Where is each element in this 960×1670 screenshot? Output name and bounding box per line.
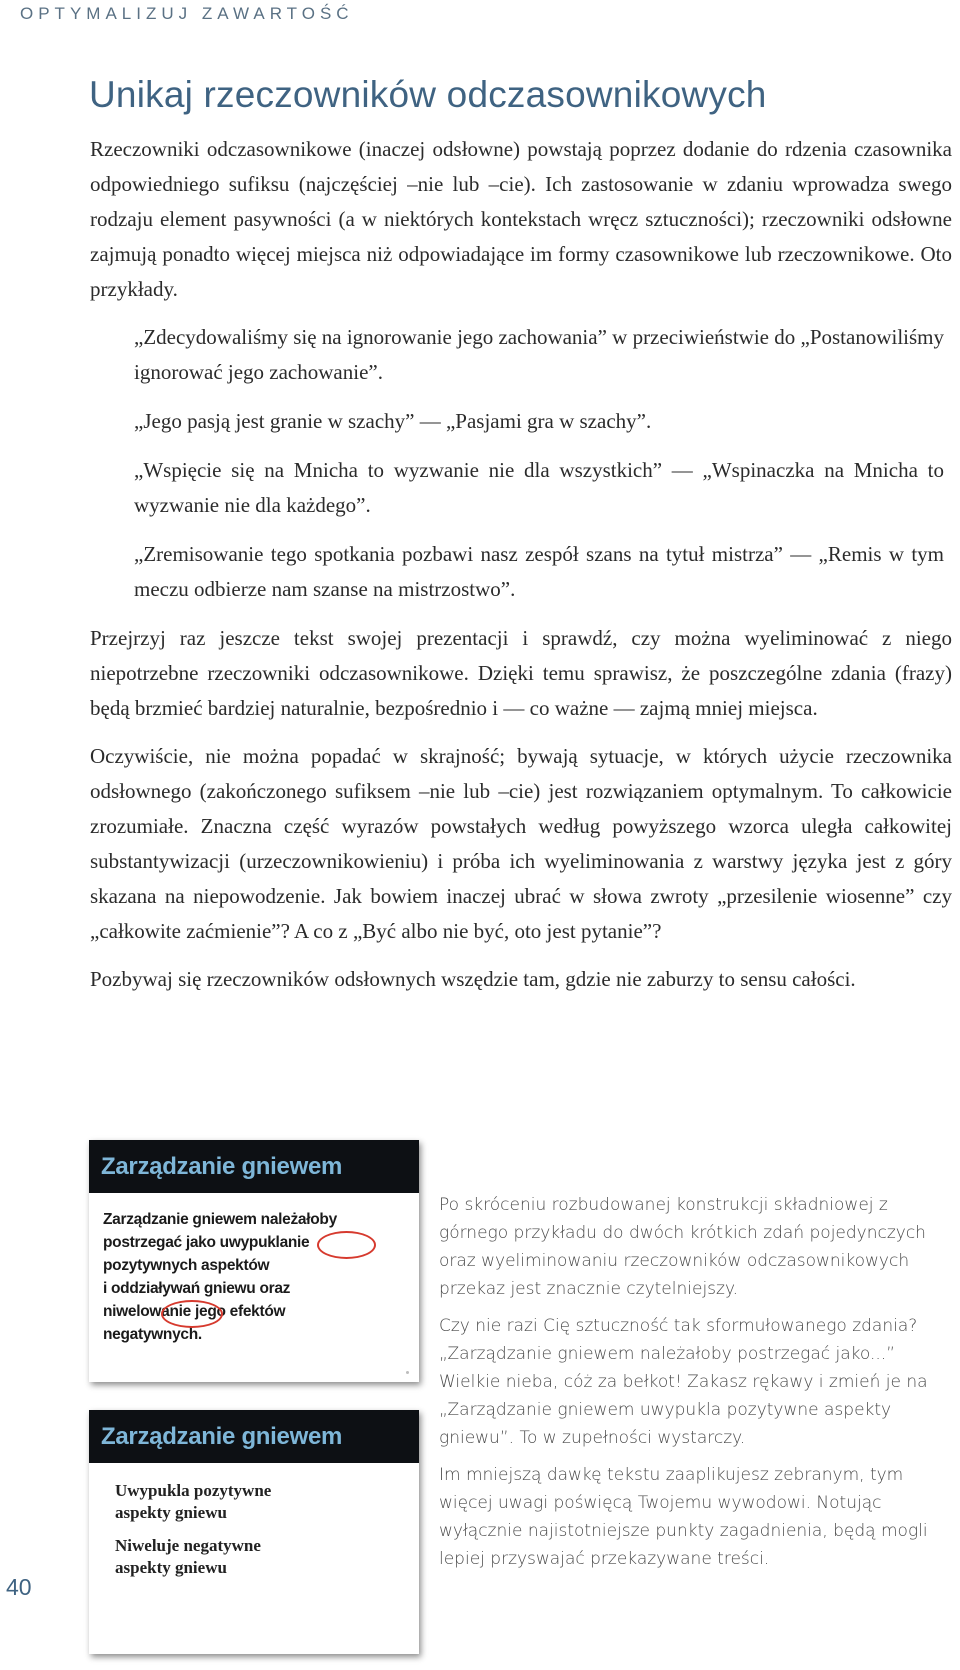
slide-after-bullet-line: Uwypukla pozytywne (115, 1481, 272, 1500)
sidebar-paragraph-2: Czy nie razi Cię sztuczność tak sformułowanego zdania? „Zarządzanie gniewem należałoby postrzegać jako...” Wielkie nieba, cóż za bełkot! Zakasz rękawy i zmień je na „Zarządzanie gniewem uwypukla pozytywne aspekty gniewu”. To w zupełności wystarczy. (439, 1316, 928, 1448)
body-paragraph-3: Pozbywaj się rzeczowników odsłownych wszędzie tam, gdzie nie zaburzy to sensu całości. (90, 967, 856, 991)
page-number: 40 (6, 1574, 32, 1600)
slide-before-line: i oddziaływań gniewu oraz (103, 1280, 291, 1297)
slide-after-title: Zarządzanie gniewem (89, 1410, 419, 1463)
slide-before-text (103, 1208, 413, 1346)
slide-before-line: negatywnych. (103, 1326, 202, 1343)
body-paragraph-1: Przejrzyj raz jeszcze tekst swojej prezentacji i sprawdź, czy można wyeliminować z niego niepotrzebne rzeczowniki odczasownikowe. Dzięki temu sprawisz, że poszczególne zdania (frazy) będą brzmieć bardziej naturalnie, bezpośrednio i — co ważne — zajmą mniej miejsca. (90, 626, 952, 720)
slide-before (89, 1140, 419, 1382)
example-3: „Wspięcie się na Mnicha to wyzwanie nie dla wszystkich” — „Wspinaczka na Mnicha to wyzwanie nie dla każdego”. (134, 458, 944, 517)
section-title: Unikaj rzeczowników odczasownikowych (89, 74, 767, 115)
slide-after (89, 1410, 419, 1654)
example-4: „Zremisowanie tego spotkania pozbawi nasz zespół szans na tytuł mistrza” — „Remis w tym meczu odbierze nam szanse na mistrzostwo”. (134, 542, 944, 601)
running-head: OPTYMALIZUJ ZAWARTOŚĆ (20, 4, 354, 23)
slide-before-line: niwelowanie jego efektów (103, 1303, 286, 1320)
example-1: „Zdecydowaliśmy się na ignorowanie jego zachowania” w przeciwieństwie do „Postanowiliśmy ignorować jego zachowanie”. (134, 325, 945, 384)
slide-examples (89, 1140, 419, 1654)
slide-before-line: postrzegać jako uwypuklanie (103, 1234, 310, 1251)
slide-before-line: pozytywnych aspektów (103, 1257, 270, 1274)
highlight-circle-uwypuklanie (317, 1231, 376, 1259)
sidebar-commentary (439, 1191, 939, 1582)
slide-after-bullet-line: aspekty gniewu (115, 1558, 227, 1577)
slide-after-bullet-line: Niweluje negatywne (115, 1536, 261, 1555)
slide-after-bullet (115, 1535, 271, 1579)
slide-before-title: Zarządzanie gniewem (89, 1140, 419, 1193)
body-paragraph-2: Oczywiście, nie można popadać w skrajność; bywają sytuacje, w których użycie rzeczownika odsłownego (zakończonego sufiksem –nie lub –cie) jest rozwiązaniem optymalnym. To całkowicie zrozumiałe. Znaczna część wyrazów powstałych według powyższego wzorca uległa całkowitej substantywizacji (urzeczownikowieniu) i próba ich wyeliminowania z warstwy języka jest z góry skazana na niepowodzenie. Jak bowiem inaczej ubrać w słowa zwroty „przesilenie wiosenne” czy „całkowite zaćmienie”? A co z „Być albo nie być, oto jest pytanie”? (90, 744, 952, 943)
slide-after-bullet-line: aspekty gniewu (115, 1503, 227, 1522)
slide-after-bullet (115, 1480, 271, 1524)
slide-after-bullets (115, 1480, 271, 1590)
intro-paragraph: Rzeczowniki odczasownikowe (inaczej odsłowne) powstają poprzez dodanie do rdzenia czasownika odpowiedniego sufiksu (najczęściej –nie lub –cie). Ich zastosowanie w zdaniu wprowadza swego rodzaju element pasywności (a w niektórych kontekstach wręcz sztuczności); rzeczowniki odsłowne zajmują ponadto więcej miejsca niż odpowiadające im formy czasownikowe lub rzeczownikowe. Oto przykłady. (90, 137, 952, 301)
sidebar-paragraph-1: Po skróceniu rozbudowanej konstrukcji składniowej z górnego przykładu do dwóch krótkich zdań pojedynczych oraz wyeliminowaniu rzeczowników odczasownikowych przekaz jest znacznie czytelniejszy. (439, 1195, 926, 1299)
sidebar-paragraph-3: Im mniejszą dawkę tekstu zaaplikujesz zebranym, tym więcej uwagi poświęcą Twojemu wywodowi. Notując wyłącznie najistotniejsze punkty zagadnienia, będą mogli lepiej przyswajać przekazywane treści. (439, 1465, 928, 1569)
slide-dot (406, 1371, 409, 1374)
example-2: „Jego pasją jest granie w szachy” — „Pasjami gra w szachy”. (134, 409, 652, 433)
body-text (90, 132, 952, 1010)
highlight-circle-niwelowanie (161, 1300, 223, 1328)
slide-before-line: Zarządzanie gniewem należałoby (103, 1211, 337, 1228)
